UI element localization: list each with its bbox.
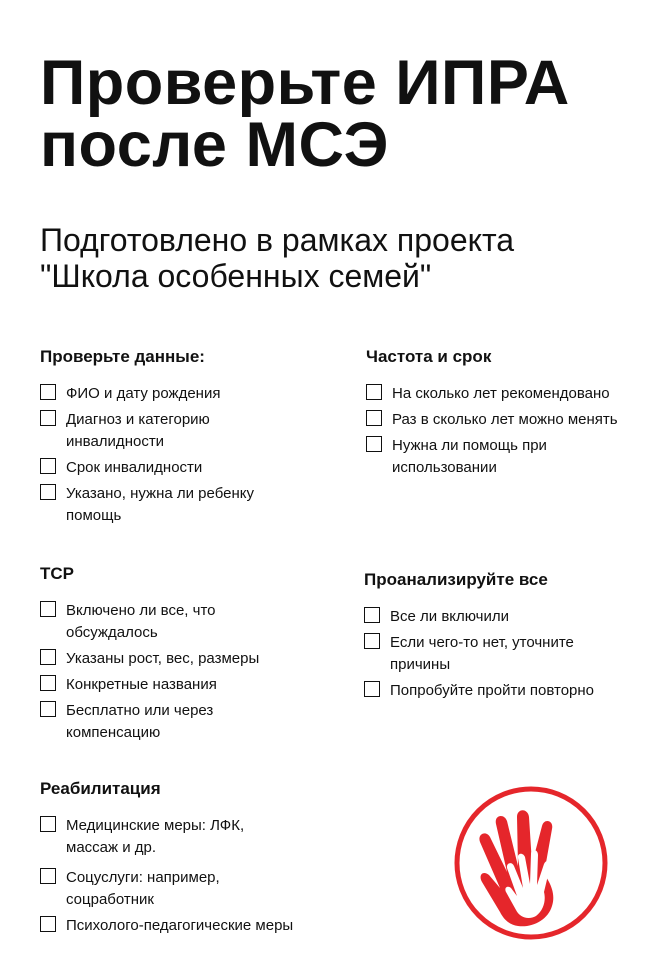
section-check-data — [40, 347, 340, 531]
checklist-item — [40, 700, 340, 744]
item-label: Указано, нужна ли ребенку помощь — [66, 485, 254, 524]
checkbox[interactable] — [40, 649, 56, 665]
section-heading: Проанализируйте все — [364, 570, 548, 589]
checkbox[interactable] — [40, 916, 56, 932]
checklist-item — [40, 600, 340, 644]
item-label: Бесплатно или через компенсацию — [66, 702, 214, 741]
subtitle-line-2: "Школа особенных семей" — [40, 258, 432, 294]
item-label: Диагноз и категорию инвалидности — [66, 411, 210, 450]
checklist-item — [40, 409, 340, 453]
checkbox[interactable] — [40, 868, 56, 884]
item-label: На сколько лет рекомендовано — [392, 385, 610, 402]
checkbox[interactable] — [40, 701, 56, 717]
checklist-item — [40, 815, 360, 859]
checkbox[interactable] — [40, 816, 56, 832]
checkbox[interactable] — [40, 410, 56, 426]
checklist-item — [40, 915, 360, 937]
checklist-item — [40, 457, 340, 479]
section-heading: Частота и срок — [366, 347, 492, 366]
item-label: Раз в сколько лет можно менять — [392, 411, 618, 428]
section-tsr — [40, 564, 340, 748]
subtitle-line-1: Подготовлено в рамках проекта — [40, 222, 515, 258]
section-heading: ТСР — [40, 564, 74, 583]
checklist-item — [366, 383, 656, 405]
checkbox[interactable] — [366, 384, 382, 400]
checklist-item — [366, 435, 656, 479]
checkbox[interactable] — [366, 436, 382, 452]
checkbox[interactable] — [364, 681, 380, 697]
checklist-item — [364, 632, 654, 676]
checklist-item — [40, 867, 360, 911]
checklist-item — [364, 606, 654, 628]
title-line-1: Проверьте ИПРА — [40, 48, 570, 118]
item-label: Попробуйте пройти повторно — [390, 682, 595, 699]
item-label: Конкретные названия — [66, 676, 217, 693]
section-rehabilitation — [40, 779, 360, 941]
checklist-item — [40, 483, 340, 527]
checklist-item — [40, 383, 340, 405]
checklist-item — [364, 680, 654, 702]
item-label: Нужна ли помощь при использовании — [392, 437, 547, 476]
item-label: ФИО и дату рождения — [66, 385, 221, 402]
item-label: Соцуслуги: например, соцработник — [66, 869, 220, 908]
checklist-item — [40, 648, 340, 670]
item-label: Включено ли все, что обсуждалось — [66, 602, 216, 641]
item-label: Указаны рост, вес, размеры — [66, 650, 260, 667]
item-label: Медицинские меры: ЛФК, массаж и др. — [66, 817, 245, 856]
checklist-item — [366, 409, 656, 431]
item-label: Если чего-то нет, уточните причины — [390, 634, 574, 673]
checkbox[interactable] — [366, 410, 382, 426]
title-line-2: после МСЭ — [40, 110, 389, 180]
section-analyze — [364, 570, 654, 706]
section-frequency-term — [366, 347, 656, 483]
checkbox[interactable] — [40, 601, 56, 617]
checkbox[interactable] — [364, 633, 380, 649]
checkbox[interactable] — [40, 675, 56, 691]
item-label: Психолого-педагогические меры — [66, 917, 294, 934]
item-label: Срок инвалидности — [66, 459, 203, 476]
checkbox[interactable] — [364, 607, 380, 623]
checkbox[interactable] — [40, 484, 56, 500]
section-heading: Проверьте данные: — [40, 347, 205, 366]
section-heading: Реабилитация — [40, 779, 161, 798]
hands-circle-logo-icon — [452, 784, 610, 942]
checkbox[interactable] — [40, 458, 56, 474]
item-label: Все ли включили — [390, 608, 510, 625]
checklist-item — [40, 674, 340, 696]
checkbox[interactable] — [40, 384, 56, 400]
subtitle — [40, 222, 640, 294]
page-title — [40, 48, 640, 180]
